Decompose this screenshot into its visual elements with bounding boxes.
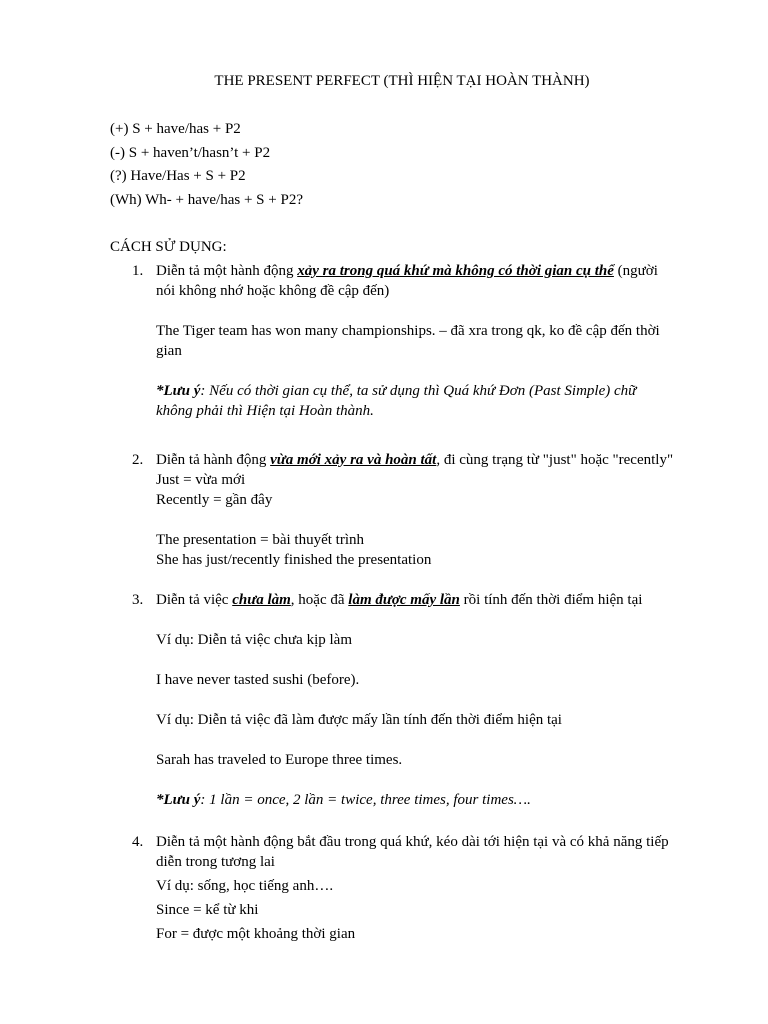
description-text: , đi cùng trạng từ "just" hoặc "recently" xyxy=(436,452,674,468)
description-text: , hoặc đã xyxy=(290,592,349,608)
example-sentence: Sarah has traveled to Europe three times. xyxy=(156,752,403,768)
page-title: THE PRESENT PERFECT (THÌ HIỆN TẠI HOÀN THÀNH) xyxy=(214,73,590,89)
example-sentence: gian xyxy=(156,343,182,359)
description-text: Diễn tả việc xyxy=(156,592,233,608)
vocab-line: For = được một khoảng thời gian xyxy=(156,926,356,942)
vocab-line: Just = vừa mới xyxy=(156,472,246,488)
example-label: Ví dụ: Diễn tả việc chưa kịp làm xyxy=(156,632,352,648)
formula-question: (?) Have/Has + S + P2 xyxy=(110,168,246,184)
description-text: rồi tính đến thời điểm hiện tại xyxy=(459,592,643,608)
usage-item-2 xyxy=(132,450,701,570)
item-number: 1. xyxy=(132,263,144,279)
item-number: 4. xyxy=(132,834,144,850)
formula-negative: (-) S + haven’t/hasn’t + P2 xyxy=(110,144,271,161)
description-text: diễn trong tương lai xyxy=(156,854,275,870)
example-label: Ví dụ: sống, học tiếng anh…. xyxy=(156,878,334,894)
vocab-line: Recently = gần đây xyxy=(156,492,273,508)
usage-item-1 xyxy=(132,261,701,421)
description-text: Diễn tả một hành động xyxy=(156,263,298,279)
formula-affirmative: (+) S + have/has + P2 xyxy=(110,121,241,137)
note xyxy=(156,790,701,810)
item-number: 3. xyxy=(132,592,144,608)
note-text: không phải thì Hiện tại Hoàn thành. xyxy=(156,403,374,419)
example-label: Ví dụ: Diễn tả việc đã làm được mấy lần tính đến thời điểm hiện tại xyxy=(156,712,562,728)
note-label: *Lưu ý xyxy=(156,383,201,399)
example-sentence: I have never tasted sushi (before). xyxy=(156,672,360,688)
key-phrase: xảy ra trong quá khứ mà không có thời gian cụ thể xyxy=(297,263,614,279)
formula-wh-question: (Wh) Wh- + have/has + S + P2? xyxy=(110,191,303,208)
item-number: 2. xyxy=(132,452,144,468)
item-description xyxy=(156,590,701,610)
item-description xyxy=(156,450,701,470)
note-label: *Lưu ý xyxy=(156,792,201,808)
vocab-line: Since = kể từ khi xyxy=(156,902,259,918)
vocab-line: The presentation = bài thuyết trình xyxy=(156,532,364,548)
example-sentence: She has just/recently finished the presentation xyxy=(156,552,432,568)
key-phrase: vừa mới xảy ra và hoàn tất xyxy=(270,452,437,468)
note-text: : Nếu có thời gian cụ thể, ta sử dụng thì Quá khứ Đơn (Past Simple) chữ xyxy=(200,383,637,399)
description-text: (người xyxy=(613,263,658,279)
note-text: : 1 lần = once, 2 lần = twice, three times, four times…. xyxy=(200,792,531,808)
description-text: nói không nhớ hoặc không đề cập đến) xyxy=(156,283,390,299)
usage-heading: CÁCH SỬ DỤNG: xyxy=(110,239,227,255)
item-description xyxy=(156,261,701,281)
description-text: Diễn tả hành động xyxy=(156,452,271,468)
usage-item-3 xyxy=(132,590,701,810)
note xyxy=(156,381,701,401)
example-sentence: The Tiger team has won many championships. – đã xra trong qk, ko đề cập đến thời xyxy=(156,323,660,339)
key-phrase: làm được mấy lần xyxy=(348,592,460,608)
key-phrase: chưa làm xyxy=(232,592,291,608)
description-text: Diễn tả một hành động bắt đầu trong quá khứ, kéo dài tới hiện tại và có khả năng tiếp xyxy=(156,834,669,850)
formula-list xyxy=(110,119,303,213)
usage-item-4 xyxy=(132,832,701,948)
